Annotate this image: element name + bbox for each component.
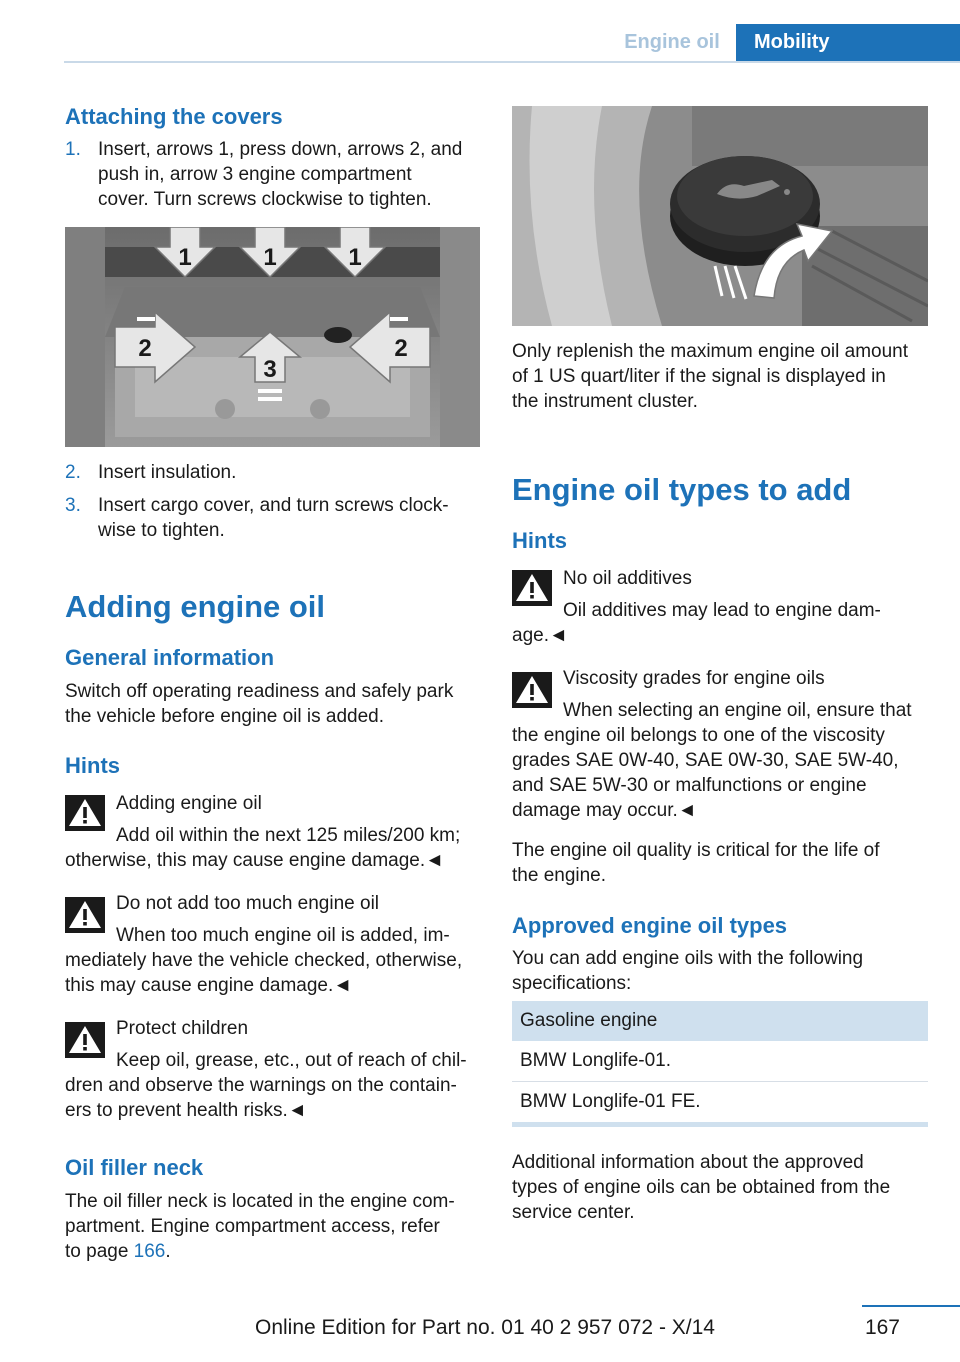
quality-line-1: The engine oil quality is critical for the life of (512, 840, 880, 861)
filler-line-2: partment. Engine compartment access, refer (65, 1216, 440, 1237)
warning-title-adding-oil: Adding engine oil (116, 793, 262, 814)
step-3-line-2: wise to tighten. (98, 520, 225, 541)
replenish-line-3: the instrument cluster. (512, 391, 698, 412)
hints-heading-right: Hints (512, 528, 567, 553)
table-bottom-rule (512, 1122, 928, 1127)
figure-label-arrow-1a: 1 (178, 244, 192, 271)
header-section-tab: Engine oil (624, 31, 720, 53)
step-1-number: 1. (65, 139, 81, 160)
warning-icon (65, 1022, 105, 1058)
figure-label-arrow-1b: 1 (263, 244, 277, 271)
header-chapter-tab: Mobility (736, 24, 960, 61)
filler-line-3 (65, 1239, 171, 1264)
warning-too-much-line-3: this may cause engine damage.◄ (65, 975, 353, 996)
approved-line-2: specifications: (512, 973, 632, 994)
step-1-line-3: cover. Turn screws clockwise to tighten. (98, 189, 432, 210)
page-166-link[interactable]: 166 (133, 1241, 166, 1262)
filler-ref-suffix: . (165, 1241, 171, 1262)
warning-title-protect-children: Protect children (116, 1018, 249, 1039)
warning-children-line-1: Keep oil, grease, etc., out of reach of chil- (116, 1050, 467, 1071)
warning-title-no-additives: No oil additives (563, 568, 692, 589)
warning-additives-line-2: age.◄ (512, 625, 568, 646)
warning-adding-oil-line-1: Add oil within the next 125 miles/200 km; (116, 825, 461, 846)
table-header-row (512, 1001, 928, 1041)
additional-line-2: types of engine oils can be obtained from the (512, 1177, 891, 1198)
general-info-line-2: the vehicle before engine oil is added. (65, 706, 385, 727)
engine-oil-types-heading: Engine oil types to add (512, 472, 852, 507)
figure-label-arrow-3: 3 (263, 356, 277, 383)
replenish-line-2: of 1 US quart/liter if the signal is displayed in (512, 366, 886, 387)
filler-line-1: The oil filler neck is located in the engine com- (65, 1191, 455, 1212)
warning-icon (65, 897, 105, 933)
additional-line-3: service center. (512, 1202, 635, 1223)
warning-icon (512, 672, 552, 708)
footer-edition-text: Online Edition for Part no. 01 40 2 957 072 - X/14 (255, 1316, 715, 1339)
step-3-number: 3. (65, 495, 81, 516)
table-row (512, 1041, 928, 1082)
warning-viscosity-line-5: damage may occur.◄ (512, 800, 697, 821)
warning-title-too-much-oil: Do not add too much engine oil (116, 893, 380, 914)
adding-engine-oil-heading: Adding engine oil (65, 589, 326, 624)
warning-adding-oil-line-2: otherwise, this may cause engine damage.◄ (65, 850, 444, 871)
quality-line-2: the engine. (512, 865, 607, 886)
engine-cover-figure (65, 227, 480, 447)
step-2-text: Insert insulation. (98, 462, 237, 483)
warning-viscosity-line-3: grades SAE 0W-40, SAE 0W-30, SAE 5W-40, (512, 750, 899, 771)
figure-label-arrow-2b: 2 (394, 335, 408, 362)
approved-line-1: You can add engine oils with the following (512, 948, 864, 969)
warning-viscosity-line-1: When selecting an engine oil, ensure that (563, 700, 912, 721)
warning-viscosity-line-2: the engine oil belongs to one of the viscosity (512, 725, 885, 746)
approved-oils-table (512, 1001, 928, 1123)
warning-children-line-3: ers to prevent health risks.◄ (65, 1100, 307, 1121)
figure-label-arrow-1c: 1 (348, 244, 362, 271)
replenish-line-1: Only replenish the maximum engine oil amount (512, 341, 909, 362)
warning-too-much-line-2: mediately have the vehicle checked, otherwise, (65, 950, 463, 971)
approved-oil-types-heading: Approved engine oil types (512, 913, 788, 938)
table-row (512, 1082, 928, 1123)
table-cell: BMW Longlife-01. (512, 1041, 928, 1082)
warning-icon (65, 795, 105, 831)
warning-additives-line-1: Oil additives may lead to engine dam- (563, 600, 881, 621)
hints-heading-left: Hints (65, 753, 120, 778)
table-header-gasoline: Gasoline engine (512, 1001, 928, 1041)
additional-line-1: Additional information about the approved (512, 1152, 864, 1173)
oil-filler-cap-figure (512, 106, 928, 326)
header-rule (64, 61, 960, 63)
step-1-line-1: Insert, arrows 1, press down, arrows 2, and (98, 139, 463, 160)
warning-title-viscosity: Viscosity grades for engine oils (563, 668, 825, 689)
step-2-number: 2. (65, 462, 81, 483)
filler-ref-prefix: to page (65, 1241, 134, 1262)
general-information-heading: General information (65, 645, 275, 670)
page-number: 167 (864, 1316, 900, 1339)
warning-viscosity-line-4: and SAE 5W-30 or malfunctions or engine (512, 775, 867, 796)
step-3-line-1: Insert cargo cover, and turn screws clock- (98, 495, 449, 516)
general-info-line-1: Switch off operating readiness and safely park (65, 681, 454, 702)
warning-children-line-2: dren and observe the warnings on the contain- (65, 1075, 457, 1096)
oil-filler-neck-heading: Oil filler neck (65, 1155, 204, 1180)
step-1-line-2: push in, arrow 3 engine compartment (98, 164, 412, 185)
warning-too-much-line-1: When too much engine oil is added, im- (116, 925, 450, 946)
table-cell: BMW Longlife-01 FE. (512, 1082, 928, 1123)
footer-rule (862, 1305, 960, 1307)
warning-icon (512, 570, 552, 606)
attaching-covers-heading: Attaching the covers (65, 104, 283, 129)
figure-label-arrow-2a: 2 (138, 335, 152, 362)
